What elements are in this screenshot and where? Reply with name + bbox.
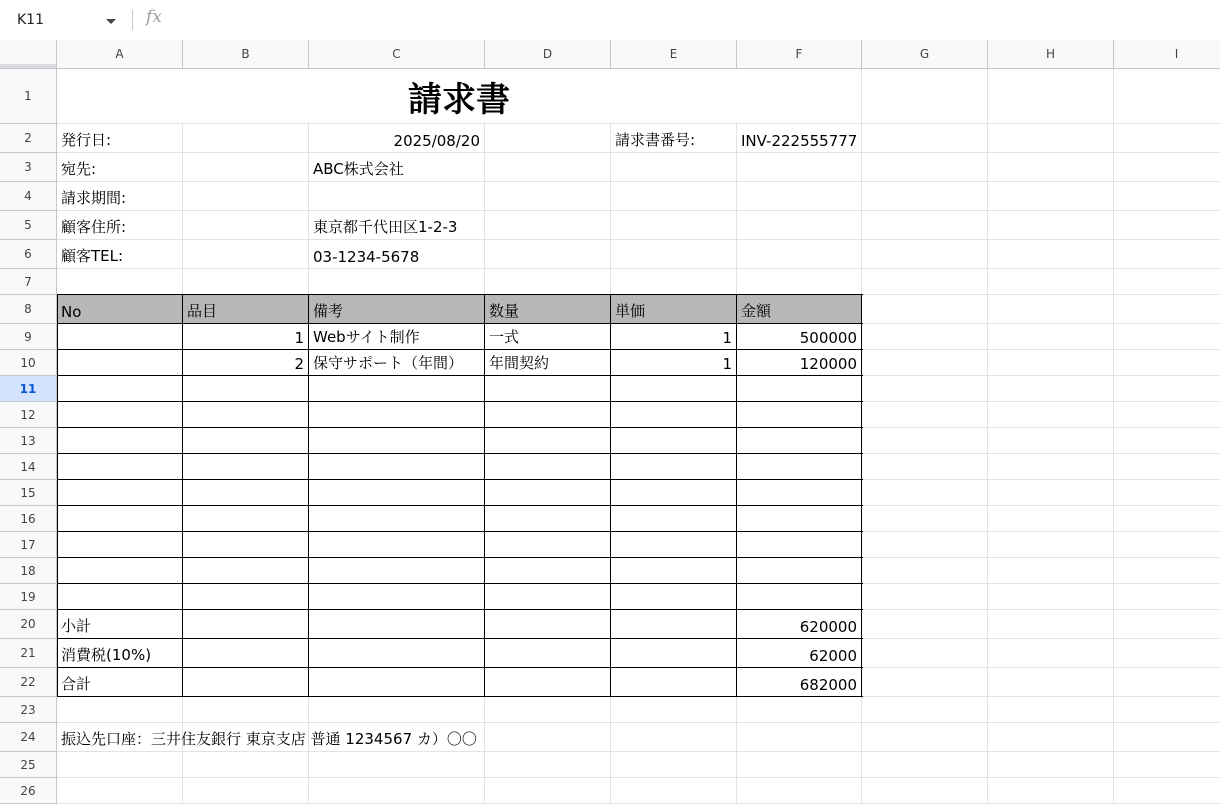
issue-date-value[interactable]: 2025/08/20 (309, 124, 485, 153)
item-note[interactable]: 年間契約 (485, 350, 611, 376)
row-header-9[interactable]: 9 (0, 324, 57, 350)
cell-h24[interactable] (988, 723, 1114, 752)
table-border-v (861, 294, 862, 697)
cell-i12[interactable] (1114, 402, 1220, 428)
cell-g9[interactable] (862, 324, 988, 350)
row-header-19[interactable]: 19 (0, 584, 57, 610)
item-amount[interactable]: 120000 (737, 350, 862, 376)
cell-d13[interactable] (485, 428, 611, 454)
cell-h23[interactable] (988, 697, 1114, 723)
table-border-h (57, 638, 863, 639)
row-header-12[interactable]: 12 (0, 402, 57, 428)
cell-i3[interactable] (1114, 153, 1220, 182)
column-header-f[interactable]: F (737, 40, 862, 69)
cell-h7[interactable] (988, 269, 1114, 295)
cell-a7[interactable] (57, 269, 183, 295)
cell-e4[interactable] (611, 182, 737, 211)
table-border-v (736, 294, 737, 697)
cell-i7[interactable] (1114, 269, 1220, 295)
cell-h25[interactable] (988, 752, 1114, 778)
cell-a10[interactable] (57, 350, 183, 376)
cell-g4[interactable] (862, 182, 988, 211)
issue-date-label[interactable]: 発行日: (57, 124, 183, 153)
formula-bar-divider (132, 10, 133, 30)
cell-i13[interactable] (1114, 428, 1220, 454)
cell-b14[interactable] (183, 454, 309, 480)
total-label[interactable]: 合計 (57, 668, 183, 697)
row-header-7[interactable]: 7 (0, 269, 57, 295)
cell-e20[interactable] (611, 610, 737, 639)
cell-h6[interactable] (988, 240, 1114, 269)
cell-e5[interactable] (611, 211, 737, 240)
row-header-2[interactable]: 2 (0, 124, 57, 153)
column-header-g[interactable]: G (862, 40, 988, 69)
table-header-4[interactable]: 単価 (611, 295, 737, 324)
fx-icon: fx (146, 7, 162, 27)
row-header-24[interactable]: 24 (0, 723, 57, 752)
cell-b25[interactable] (183, 752, 309, 778)
table-border-h (57, 531, 863, 532)
item-amount[interactable]: 500000 (737, 324, 862, 350)
cell-e26[interactable] (611, 778, 737, 804)
cell-g16[interactable] (862, 506, 988, 532)
row-header-17[interactable]: 17 (0, 532, 57, 558)
cell-a13[interactable] (57, 428, 183, 454)
cell-h16[interactable] (988, 506, 1114, 532)
cell-c19[interactable] (309, 584, 485, 610)
row-header-11[interactable]: 11 (0, 376, 57, 402)
tel-value[interactable]: 03-1234-5678 (309, 240, 485, 269)
cell-b13[interactable] (183, 428, 309, 454)
cell-f24[interactable] (737, 723, 862, 752)
name-box[interactable] (0, 4, 130, 36)
cell-i2[interactable] (1114, 124, 1220, 153)
cell-c14[interactable] (309, 454, 485, 480)
column-header-h[interactable]: H (988, 40, 1114, 69)
cell-a9[interactable] (57, 324, 183, 350)
cell-g17[interactable] (862, 532, 988, 558)
cell-h11[interactable] (988, 376, 1114, 402)
cell-c4[interactable] (309, 182, 485, 211)
cell-g20[interactable] (862, 610, 988, 639)
item-no[interactable]: 1 (183, 324, 309, 350)
cell-a16[interactable] (57, 506, 183, 532)
column-header-a[interactable]: A (57, 40, 183, 69)
invoice-number-label[interactable]: 請求書番号: (611, 124, 737, 153)
cell-h1[interactable] (988, 69, 1114, 124)
cell-f11[interactable] (737, 376, 862, 402)
table-border-h (57, 427, 863, 428)
cell-i10[interactable] (1114, 350, 1220, 376)
table-border-v (182, 294, 183, 697)
cell-b17[interactable] (183, 532, 309, 558)
cell-d17[interactable] (485, 532, 611, 558)
cell-d15[interactable] (485, 480, 611, 506)
cell-h17[interactable] (988, 532, 1114, 558)
table-border-h (57, 583, 863, 584)
row-header-14[interactable]: 14 (0, 454, 57, 480)
cell-e11[interactable] (611, 376, 737, 402)
cell-f14[interactable] (737, 454, 862, 480)
cell-i24[interactable] (1114, 723, 1220, 752)
cell-g24[interactable] (862, 723, 988, 752)
item-name[interactable]: Webサイト制作 (309, 324, 485, 350)
bank-account-info[interactable]: 振込先口座：三井住友銀行 東京支店 普通 1234567 カ）〇〇 (57, 723, 183, 752)
cell-c26[interactable] (309, 778, 485, 804)
cell-b26[interactable] (183, 778, 309, 804)
cell-g2[interactable] (862, 124, 988, 153)
cell-i4[interactable] (1114, 182, 1220, 211)
cell-b18[interactable] (183, 558, 309, 584)
cell-d26[interactable] (485, 778, 611, 804)
table-border-h (57, 609, 863, 610)
cell-c22[interactable] (309, 668, 485, 697)
cell-i17[interactable] (1114, 532, 1220, 558)
cell-d24[interactable] (485, 723, 611, 752)
cell-c24[interactable] (309, 723, 485, 752)
item-note[interactable]: 一式 (485, 324, 611, 350)
cell-a23[interactable] (57, 697, 183, 723)
cell-f7[interactable] (737, 269, 862, 295)
table-border-h (57, 294, 863, 295)
cell-reference: K11 (17, 12, 44, 28)
cell-d7[interactable] (485, 269, 611, 295)
cell-h3[interactable] (988, 153, 1114, 182)
cell-g23[interactable] (862, 697, 988, 723)
cell-c12[interactable] (309, 402, 485, 428)
table-border-h (57, 453, 863, 454)
cell-i5[interactable] (1114, 211, 1220, 240)
table-border-v (610, 294, 611, 697)
table-border-h (57, 667, 863, 668)
item-no[interactable]: 2 (183, 350, 309, 376)
table-header-3[interactable]: 数量 (485, 295, 611, 324)
cell-f4[interactable] (737, 182, 862, 211)
table-border-v (57, 294, 58, 697)
cell-e7[interactable] (611, 269, 737, 295)
item-quantity[interactable]: 1 (611, 324, 737, 350)
table-header-1[interactable]: 品目 (183, 295, 309, 324)
row-header-20[interactable]: 20 (0, 610, 57, 639)
tel-label[interactable]: 顧客TEL: (57, 240, 183, 269)
cell-c15[interactable] (309, 480, 485, 506)
cell-b22[interactable] (183, 668, 309, 697)
cell-f23[interactable] (737, 697, 862, 723)
cell-h20[interactable] (988, 610, 1114, 639)
row-header-25[interactable]: 25 (0, 752, 57, 778)
cell-b12[interactable] (183, 402, 309, 428)
tax-label[interactable]: 消費税(10%) (57, 639, 183, 668)
cell-d18[interactable] (485, 558, 611, 584)
tax-value[interactable]: 62000 (737, 639, 862, 668)
cell-e19[interactable] (611, 584, 737, 610)
cell-d5[interactable] (485, 211, 611, 240)
cell-g14[interactable] (862, 454, 988, 480)
row-header-22[interactable]: 22 (0, 668, 57, 697)
cell-b15[interactable] (183, 480, 309, 506)
cell-f13[interactable] (737, 428, 862, 454)
cell-d12[interactable] (485, 402, 611, 428)
table-border-h (57, 505, 863, 506)
table-border-h (57, 349, 863, 350)
row-header-26[interactable]: 26 (0, 778, 57, 804)
cell-f19[interactable] (737, 584, 862, 610)
cell-c7[interactable] (309, 269, 485, 295)
table-border-h (57, 557, 863, 558)
cell-a12[interactable] (57, 402, 183, 428)
cell-f18[interactable] (737, 558, 862, 584)
cell-f3[interactable] (737, 153, 862, 182)
cell-a19[interactable] (57, 584, 183, 610)
cell-d3[interactable] (485, 153, 611, 182)
cell-b24[interactable] (183, 723, 309, 752)
row-header-18[interactable]: 18 (0, 558, 57, 584)
cell-a17[interactable] (57, 532, 183, 558)
cell-i1[interactable] (1114, 69, 1220, 124)
total-value[interactable]: 682000 (737, 668, 862, 697)
subtotal-value[interactable]: 620000 (737, 610, 862, 639)
table-header-0[interactable]: No (57, 295, 183, 324)
cell-i16[interactable] (1114, 506, 1220, 532)
table-border-h (57, 401, 863, 402)
row-header-15[interactable]: 15 (0, 480, 57, 506)
row-header-21[interactable]: 21 (0, 639, 57, 668)
row-header-5[interactable]: 5 (0, 211, 57, 240)
cell-h26[interactable] (988, 778, 1114, 804)
cell-b2[interactable] (183, 124, 309, 153)
cell-c16[interactable] (309, 506, 485, 532)
cell-e16[interactable] (611, 506, 737, 532)
cell-e23[interactable] (611, 697, 737, 723)
cell-h12[interactable] (988, 402, 1114, 428)
cell-d4[interactable] (485, 182, 611, 211)
cell-i22[interactable] (1114, 668, 1220, 697)
cell-e14[interactable] (611, 454, 737, 480)
cell-i19[interactable] (1114, 584, 1220, 610)
cell-h5[interactable] (988, 211, 1114, 240)
formula-input[interactable] (180, 4, 1210, 36)
column-header-b[interactable]: B (183, 40, 309, 69)
cell-g22[interactable] (862, 668, 988, 697)
cell-h9[interactable] (988, 324, 1114, 350)
cell-b3[interactable] (183, 153, 309, 182)
invoice-number-value[interactable]: INV-222555777 (737, 124, 862, 153)
cell-g15[interactable] (862, 480, 988, 506)
row-header-23[interactable]: 23 (0, 697, 57, 723)
cell-f25[interactable] (737, 752, 862, 778)
cell-b7[interactable] (183, 269, 309, 295)
cell-h4[interactable] (988, 182, 1114, 211)
cell-g12[interactable] (862, 402, 988, 428)
cell-g7[interactable] (862, 269, 988, 295)
row-header-8[interactable]: 8 (0, 295, 57, 324)
cell-d21[interactable] (485, 639, 611, 668)
cell-f17[interactable] (737, 532, 862, 558)
cell-h10[interactable] (988, 350, 1114, 376)
cell-f12[interactable] (737, 402, 862, 428)
cell-b21[interactable] (183, 639, 309, 668)
recipient-label[interactable]: 宛先: (57, 153, 183, 182)
cell-e18[interactable] (611, 558, 737, 584)
cell-f5[interactable] (737, 211, 862, 240)
cell-h13[interactable] (988, 428, 1114, 454)
cell-b4[interactable] (183, 182, 309, 211)
cell-e24[interactable] (611, 723, 737, 752)
cell-g8[interactable] (862, 295, 988, 324)
cell-e6[interactable] (611, 240, 737, 269)
cell-e12[interactable] (611, 402, 737, 428)
cell-h21[interactable] (988, 639, 1114, 668)
table-border-h (57, 479, 863, 480)
table-border-h (57, 375, 863, 376)
cell-g13[interactable] (862, 428, 988, 454)
cell-a15[interactable] (57, 480, 183, 506)
cell-e15[interactable] (611, 480, 737, 506)
cell-c17[interactable] (309, 532, 485, 558)
cell-b20[interactable] (183, 610, 309, 639)
row-header-1[interactable]: 1 (0, 69, 57, 124)
item-name[interactable]: 保守サポート（年間） (309, 350, 485, 376)
cell-f16[interactable] (737, 506, 862, 532)
formula-bar (0, 0, 1220, 41)
cell-i14[interactable] (1114, 454, 1220, 480)
cell-c13[interactable] (309, 428, 485, 454)
column-header-c[interactable]: C (309, 40, 485, 69)
row-header-3[interactable]: 3 (0, 153, 57, 182)
cell-c20[interactable] (309, 610, 485, 639)
row-header-4[interactable]: 4 (0, 182, 57, 211)
cell-i18[interactable] (1114, 558, 1220, 584)
spreadsheet-grid (0, 40, 1220, 806)
address-value[interactable]: 東京都千代田区1-2-3 (309, 211, 485, 240)
cell-g6[interactable] (862, 240, 988, 269)
cell-g10[interactable] (862, 350, 988, 376)
cell-e25[interactable] (611, 752, 737, 778)
cell-e3[interactable] (611, 153, 737, 182)
item-quantity[interactable]: 1 (611, 350, 737, 376)
cell-d22[interactable] (485, 668, 611, 697)
cell-g18[interactable] (862, 558, 988, 584)
row-header-16[interactable]: 16 (0, 506, 57, 532)
cell-g25[interactable] (862, 752, 988, 778)
row-header-13[interactable]: 13 (0, 428, 57, 454)
cell-d19[interactable] (485, 584, 611, 610)
cell-d23[interactable] (485, 697, 611, 723)
table-header-5[interactable]: 金額 (737, 295, 862, 324)
cell-h15[interactable] (988, 480, 1114, 506)
cell-i15[interactable] (1114, 480, 1220, 506)
cell-i21[interactable] (1114, 639, 1220, 668)
cell-h8[interactable] (988, 295, 1114, 324)
cell-g21[interactable] (862, 639, 988, 668)
table-border-h (57, 323, 863, 324)
cell-c25[interactable] (309, 752, 485, 778)
cell-c11[interactable] (309, 376, 485, 402)
cell-c21[interactable] (309, 639, 485, 668)
column-header-e[interactable]: E (611, 40, 737, 69)
cell-h22[interactable] (988, 668, 1114, 697)
cell-b16[interactable] (183, 506, 309, 532)
cell-f6[interactable] (737, 240, 862, 269)
cell-i26[interactable] (1114, 778, 1220, 804)
table-header-2[interactable]: 備考 (309, 295, 485, 324)
cell-g19[interactable] (862, 584, 988, 610)
cell-h19[interactable] (988, 584, 1114, 610)
cell-d11[interactable] (485, 376, 611, 402)
table-border-v (484, 294, 485, 697)
cell-g5[interactable] (862, 211, 988, 240)
cell-h18[interactable] (988, 558, 1114, 584)
cell-g1[interactable] (862, 69, 988, 124)
billing-period-label[interactable]: 請求期間: (57, 182, 183, 211)
cell-d20[interactable] (485, 610, 611, 639)
cell-d2[interactable] (485, 124, 611, 153)
cell-i23[interactable] (1114, 697, 1220, 723)
cell-i9[interactable] (1114, 324, 1220, 350)
cell-i11[interactable] (1114, 376, 1220, 402)
cell-e21[interactable] (611, 639, 737, 668)
invoice-title[interactable]: 請求書 (57, 69, 862, 124)
cell-a11[interactable] (57, 376, 183, 402)
cell-a25[interactable] (57, 752, 183, 778)
cell-b23[interactable] (183, 697, 309, 723)
column-header-i[interactable]: I (1114, 40, 1220, 69)
row-header-10[interactable]: 10 (0, 350, 57, 376)
cell-h2[interactable] (988, 124, 1114, 153)
cell-a26[interactable] (57, 778, 183, 804)
row-header-6[interactable]: 6 (0, 240, 57, 269)
cell-i8[interactable] (1114, 295, 1220, 324)
cell-d25[interactable] (485, 752, 611, 778)
cell-e13[interactable] (611, 428, 737, 454)
cell-g11[interactable] (862, 376, 988, 402)
cell-h14[interactable] (988, 454, 1114, 480)
address-label[interactable]: 顧客住所: (57, 211, 183, 240)
table-border-v (308, 294, 309, 697)
cell-g3[interactable] (862, 153, 988, 182)
table-border-h (57, 696, 863, 697)
cell-e22[interactable] (611, 668, 737, 697)
cell-f26[interactable] (737, 778, 862, 804)
cell-f15[interactable] (737, 480, 862, 506)
subtotal-label[interactable]: 小計 (57, 610, 183, 639)
cell-b19[interactable] (183, 584, 309, 610)
cell-d6[interactable] (485, 240, 611, 269)
recipient-value[interactable]: ABC株式会社 (309, 153, 485, 182)
select-all-corner[interactable] (0, 40, 57, 69)
column-header-d[interactable]: D (485, 40, 611, 69)
cell-c23[interactable] (309, 697, 485, 723)
cell-b6[interactable] (183, 240, 309, 269)
cell-d16[interactable] (485, 506, 611, 532)
cell-i6[interactable] (1114, 240, 1220, 269)
name-box-dropdown-icon[interactable] (106, 19, 116, 24)
cell-a14[interactable] (57, 454, 183, 480)
cell-d14[interactable] (485, 454, 611, 480)
cell-e17[interactable] (611, 532, 737, 558)
cell-a18[interactable] (57, 558, 183, 584)
cell-i20[interactable] (1114, 610, 1220, 639)
cell-g26[interactable] (862, 778, 988, 804)
cell-b5[interactable] (183, 211, 309, 240)
cell-b11[interactable] (183, 376, 309, 402)
cell-i25[interactable] (1114, 752, 1220, 778)
cell-c18[interactable] (309, 558, 485, 584)
